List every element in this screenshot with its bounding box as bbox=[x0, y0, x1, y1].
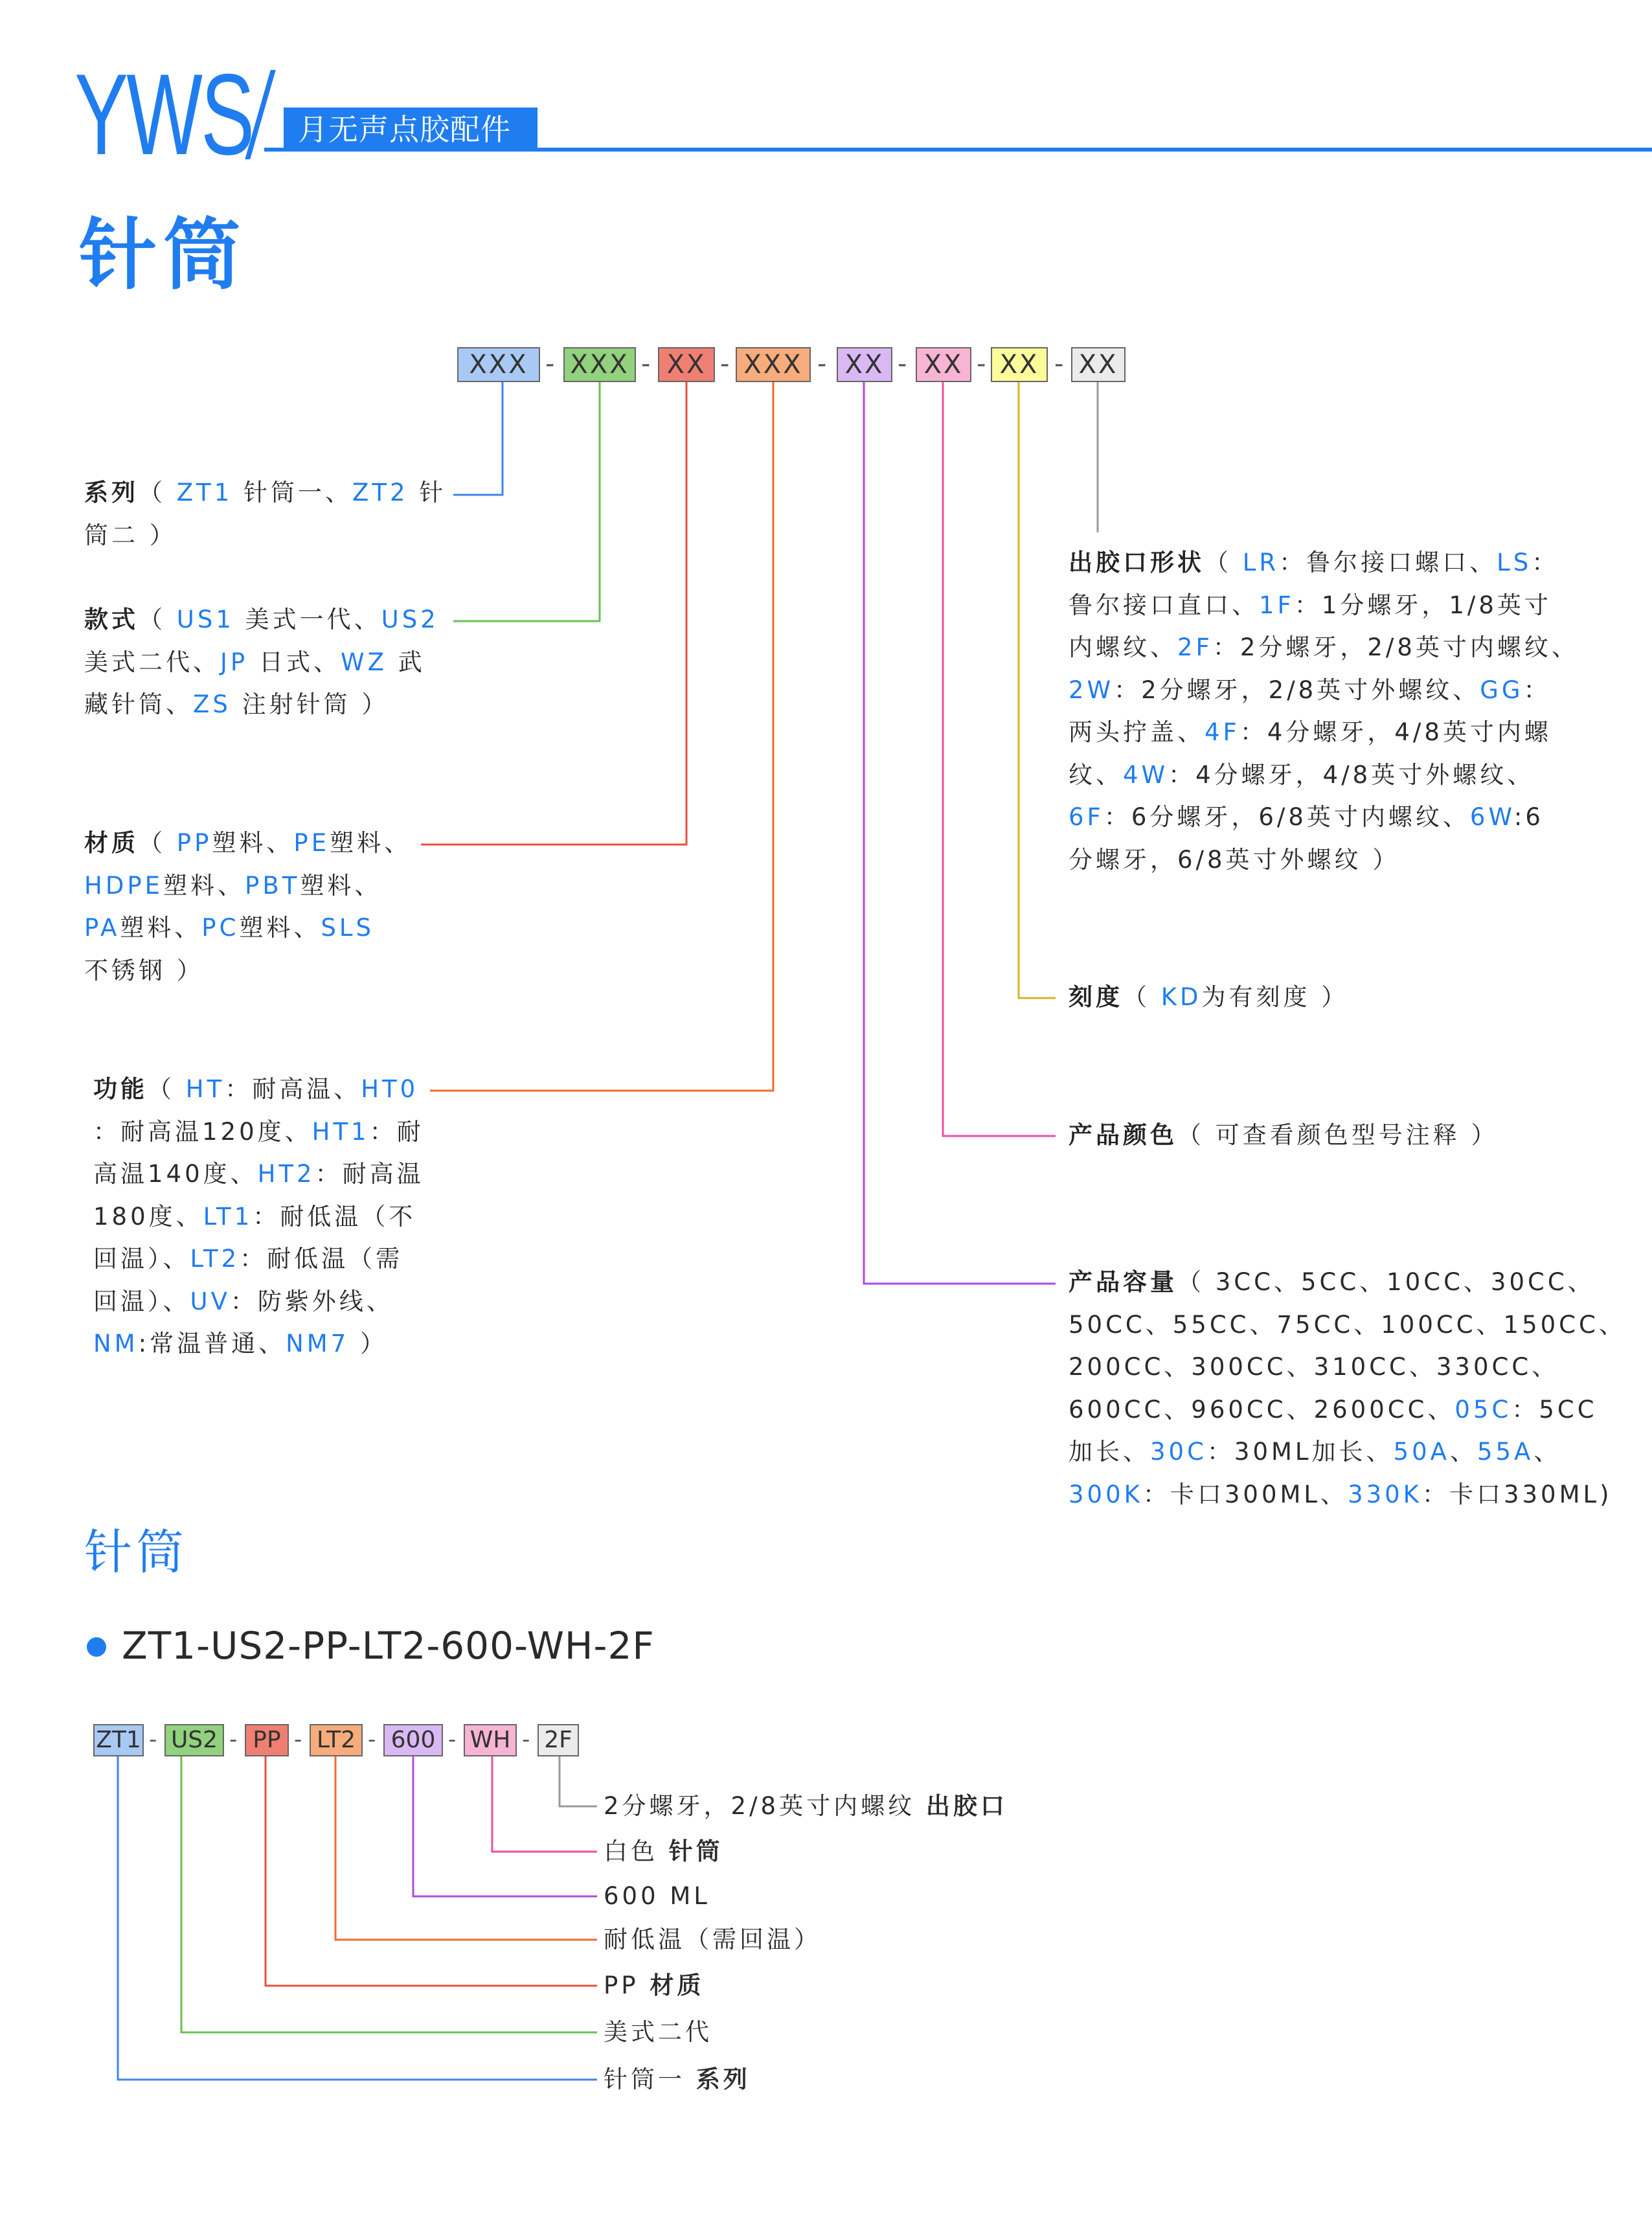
desc-code-highlight: PA bbox=[84, 914, 120, 942]
desc-capacity-line bbox=[1069, 1431, 1638, 1473]
desc-outlet-line bbox=[1069, 711, 1638, 754]
code-box-capacity-text: XX bbox=[844, 350, 885, 380]
example-model-number: ZT1-US2-PP-LT2-600-WH-2F bbox=[122, 1624, 655, 1668]
header-tag: 月无声点胶配件 bbox=[284, 108, 537, 152]
desc-text: 藏针筒、 bbox=[84, 690, 193, 718]
desc-capacity-line bbox=[1069, 1261, 1638, 1304]
example-separator: - bbox=[522, 1727, 530, 1753]
example-box-capacity-text: 600 bbox=[390, 1727, 436, 1753]
desc-text: 为有刻度 ） bbox=[1201, 983, 1349, 1011]
desc-code-highlight: ZT1 bbox=[176, 479, 233, 506]
line-scale bbox=[1019, 382, 1056, 998]
desc-text: 美式一代、 bbox=[234, 606, 381, 633]
desc-text: 200CC、300CC、310CC、330CC、 bbox=[1069, 1353, 1559, 1381]
desc-code-highlight: LT2 bbox=[190, 1245, 240, 1273]
desc-text: 两头拧盖、 bbox=[1069, 718, 1205, 746]
desc-code-highlight: 4W bbox=[1123, 760, 1169, 789]
example-box-series-text: ZT1 bbox=[96, 1727, 141, 1753]
desc-text: :常温普通、 bbox=[138, 1330, 286, 1357]
desc-outlet-line bbox=[1069, 541, 1638, 584]
desc-text: ：耐高温 bbox=[315, 1160, 424, 1188]
desc-text: 内螺纹、 bbox=[1069, 633, 1177, 661]
desc-color bbox=[1069, 1114, 1638, 1157]
line-style bbox=[453, 382, 600, 621]
desc-text: ：耐高温、 bbox=[225, 1075, 361, 1103]
desc-text: 针 bbox=[408, 479, 447, 506]
desc-code-highlight: 4F bbox=[1205, 718, 1240, 746]
desc-text: ：耐 bbox=[369, 1117, 424, 1146]
example-box-outlet bbox=[537, 1724, 579, 1756]
ex-line-function bbox=[335, 1756, 597, 1940]
desc-text: （ bbox=[139, 606, 177, 633]
code-box-style-text: XXX bbox=[570, 350, 629, 380]
example-explanation-function bbox=[604, 1924, 821, 1956]
desc-text: （ bbox=[139, 479, 177, 506]
example-box-material-text: PP bbox=[253, 1727, 281, 1753]
desc-text: ） bbox=[349, 1330, 387, 1357]
code-box-color-text: XX bbox=[923, 350, 964, 380]
desc-code-highlight: JP bbox=[220, 648, 249, 676]
example-separator: - bbox=[149, 1727, 157, 1753]
desc-style-title: 款式 bbox=[84, 606, 139, 633]
example-box-capacity bbox=[383, 1724, 443, 1756]
desc-code-highlight: GG bbox=[1480, 676, 1524, 704]
example-separator: - bbox=[229, 1727, 238, 1753]
example-separator: - bbox=[294, 1727, 302, 1753]
desc-text: （ 3CC、5CC、10CC、30CC、 bbox=[1177, 1268, 1595, 1296]
code-box-function-text: XXX bbox=[743, 350, 803, 380]
line-function bbox=[430, 382, 773, 1091]
desc-text: （ bbox=[148, 1075, 186, 1103]
desc-capacity-line bbox=[1069, 1473, 1638, 1516]
code-separator: - bbox=[1054, 349, 1064, 379]
code-separator: - bbox=[898, 349, 907, 379]
desc-color-line bbox=[1069, 1114, 1638, 1157]
code-separator: - bbox=[977, 349, 986, 379]
desc-function-line bbox=[93, 1068, 443, 1111]
desc-text: 50CC、55CC、75CC、100CC、150CC、 bbox=[1069, 1310, 1626, 1339]
desc-code-highlight: WZ bbox=[341, 648, 387, 676]
desc-text: 塑料、 bbox=[330, 829, 412, 857]
desc-scale bbox=[1069, 976, 1638, 1019]
ex-line-material bbox=[266, 1756, 597, 1986]
desc-code-highlight: 2F bbox=[1177, 633, 1213, 661]
desc-text: ：耐低温（需 bbox=[240, 1245, 403, 1273]
desc-text: 、 bbox=[1449, 1438, 1477, 1466]
desc-code-highlight: PBT bbox=[245, 871, 300, 900]
desc-code-highlight: PC bbox=[201, 914, 240, 942]
example-explanation-outlet bbox=[604, 1790, 1008, 1823]
desc-code-highlight: 6F bbox=[1069, 803, 1104, 831]
ex-line-style bbox=[181, 1756, 597, 2032]
example-explanation-color bbox=[604, 1835, 723, 1868]
desc-code-highlight: PE bbox=[293, 829, 330, 857]
code-separator: - bbox=[817, 349, 827, 379]
desc-series-line bbox=[84, 471, 460, 514]
example-box-function bbox=[310, 1724, 363, 1756]
example-explanation-material-text: PP bbox=[604, 1971, 639, 1999]
desc-text: 美式二代、 bbox=[84, 648, 220, 676]
code-box-outlet-text: XX bbox=[1078, 350, 1118, 380]
desc-text: （ bbox=[1205, 549, 1243, 576]
desc-capacity-line bbox=[1069, 1346, 1638, 1389]
desc-code-highlight: LR bbox=[1242, 549, 1280, 576]
desc-code-highlight: PP bbox=[176, 829, 212, 857]
code-box-scale bbox=[991, 347, 1048, 382]
desc-outlet-line bbox=[1069, 796, 1638, 839]
example-separator: - bbox=[448, 1727, 457, 1753]
example-box-function-text: LT2 bbox=[317, 1727, 356, 1753]
desc-code-highlight: UV bbox=[190, 1287, 231, 1315]
desc-function-line bbox=[93, 1196, 443, 1238]
desc-code-highlight: LT1 bbox=[203, 1202, 253, 1231]
desc-text: ：2分螺牙，2/8英寸外螺纹、 bbox=[1114, 676, 1480, 704]
desc-outlet-line bbox=[1069, 754, 1638, 797]
desc-text: ：30ML加长、 bbox=[1206, 1438, 1394, 1466]
code-box-material bbox=[658, 347, 715, 382]
desc-material-line bbox=[84, 822, 447, 865]
desc-function-line bbox=[93, 1238, 443, 1280]
desc-code-highlight: 05C bbox=[1454, 1395, 1512, 1424]
desc-text: ：2分螺牙，2/8英寸内螺纹、 bbox=[1212, 633, 1579, 661]
code-box-style bbox=[563, 347, 636, 382]
desc-capacity-line bbox=[1069, 1389, 1638, 1431]
desc-material-line bbox=[84, 865, 447, 907]
line-capacity bbox=[864, 382, 1056, 1284]
desc-text: 纹、 bbox=[1069, 760, 1123, 789]
desc-outlet-line bbox=[1069, 584, 1638, 627]
desc-code-highlight: 55A bbox=[1477, 1438, 1534, 1466]
desc-text: 回温）、 bbox=[93, 1245, 190, 1273]
desc-code-highlight: KD bbox=[1160, 983, 1202, 1011]
ex-line-capacity bbox=[413, 1756, 597, 1896]
code-separator: - bbox=[720, 349, 730, 379]
desc-code-highlight: HT1 bbox=[311, 1117, 370, 1146]
line-material bbox=[421, 382, 686, 845]
desc-function-line bbox=[93, 1111, 443, 1153]
desc-function bbox=[93, 1068, 443, 1365]
code-box-series bbox=[457, 347, 540, 382]
code-separator: - bbox=[545, 349, 555, 379]
desc-capacity-line bbox=[1069, 1304, 1638, 1346]
desc-outlet-line bbox=[1069, 626, 1638, 669]
desc-text: ：卡口330ML) bbox=[1421, 1480, 1612, 1508]
example-separator: - bbox=[368, 1727, 376, 1753]
desc-text: 加长、 bbox=[1069, 1438, 1150, 1466]
line-color bbox=[943, 382, 1056, 1136]
desc-series-title: 系列 bbox=[84, 479, 139, 506]
example-explanation-color-text: 白色 bbox=[604, 1837, 658, 1865]
desc-function-title: 功能 bbox=[93, 1075, 148, 1103]
desc-code-highlight: LS bbox=[1497, 549, 1532, 576]
desc-text: :6 bbox=[1513, 803, 1544, 831]
desc-function-line bbox=[93, 1280, 443, 1323]
code-box-outlet bbox=[1071, 347, 1126, 382]
desc-text: 分螺牙，6/8英寸外螺纹 ） bbox=[1069, 845, 1400, 874]
desc-capacity bbox=[1069, 1261, 1638, 1516]
code-box-capacity bbox=[837, 347, 892, 382]
desc-function-line bbox=[93, 1153, 443, 1196]
desc-text: ： bbox=[1523, 676, 1551, 704]
example-explanation-capacity-text: 600 ML bbox=[604, 1882, 710, 1910]
desc-material-line bbox=[84, 949, 447, 992]
desc-text: 塑料、 bbox=[212, 829, 294, 857]
desc-text: （ bbox=[1123, 983, 1161, 1011]
desc-code-highlight: HDPE bbox=[84, 871, 164, 900]
example-explanation-capacity bbox=[604, 1880, 710, 1913]
desc-text: 针筒一、 bbox=[232, 479, 353, 506]
example-explanation-outlet-text: 2分螺牙，2/8英寸内螺纹 bbox=[604, 1792, 916, 1820]
desc-text: ：耐低温（不 bbox=[253, 1202, 416, 1231]
desc-function-line bbox=[93, 1323, 443, 1365]
example-box-style-text: US2 bbox=[170, 1727, 218, 1753]
desc-style bbox=[84, 598, 460, 726]
desc-text: 回温）、 bbox=[93, 1287, 190, 1315]
code-separator: - bbox=[641, 349, 651, 379]
desc-text: ：防紫外线、 bbox=[230, 1287, 394, 1315]
desc-outlet-title: 出胶口形状 bbox=[1069, 549, 1205, 576]
desc-style-line bbox=[84, 598, 460, 641]
example-explanation-series-text: 针筒一 bbox=[604, 2065, 685, 2093]
desc-style-line bbox=[84, 683, 460, 726]
desc-text: 日式、 bbox=[248, 648, 341, 676]
desc-code-highlight: 2W bbox=[1069, 676, 1115, 704]
desc-text: ：1分螺牙，1/8英寸 bbox=[1294, 591, 1552, 619]
desc-text: 筒二 ） bbox=[84, 521, 177, 549]
desc-text: 、 bbox=[1533, 1438, 1561, 1466]
desc-text: ：4分螺牙，4/8英寸内螺 bbox=[1239, 718, 1552, 746]
example-explanation-color-bold: 针筒 bbox=[668, 1837, 723, 1865]
desc-text: 180度、 bbox=[93, 1202, 203, 1231]
ex-line-series bbox=[118, 1756, 597, 2080]
desc-text: （ bbox=[139, 829, 177, 857]
desc-text: ：鲁尔接口螺口、 bbox=[1279, 549, 1497, 576]
code-box-color bbox=[916, 347, 971, 382]
example-explanation-series-bold: 系列 bbox=[696, 2065, 751, 2093]
example-explanation-style bbox=[604, 2016, 712, 2049]
ex-line-outlet bbox=[560, 1756, 597, 1806]
desc-text: 塑料、 bbox=[163, 871, 245, 900]
desc-code-highlight: US2 bbox=[381, 606, 439, 633]
desc-code-highlight: 330K bbox=[1348, 1480, 1422, 1508]
desc-code-highlight: 30C bbox=[1150, 1438, 1207, 1466]
example-explanation-material-bold: 材质 bbox=[650, 1971, 705, 1999]
desc-series bbox=[84, 471, 460, 556]
desc-color-title: 产品颜色 bbox=[1069, 1121, 1177, 1149]
desc-text: 不锈钢 ） bbox=[84, 956, 204, 984]
desc-code-highlight: ZT2 bbox=[352, 479, 409, 506]
desc-text: 鲁尔接口直口、 bbox=[1069, 591, 1259, 619]
desc-text: 600CC、960CC、2600CC、 bbox=[1069, 1395, 1455, 1424]
desc-scale-line bbox=[1069, 976, 1638, 1019]
desc-outlet-line bbox=[1069, 839, 1638, 881]
desc-text: ：耐高温120度、 bbox=[93, 1117, 312, 1146]
desc-code-highlight: 1F bbox=[1259, 591, 1295, 619]
example-box-series bbox=[93, 1724, 144, 1756]
desc-material bbox=[84, 822, 447, 992]
example-explanation-material bbox=[604, 1970, 704, 2002]
desc-text: 塑料、 bbox=[300, 871, 382, 900]
page-title: 针筒 bbox=[79, 210, 247, 301]
desc-scale-title: 刻度 bbox=[1069, 983, 1123, 1011]
desc-text: ：卡口300ML、 bbox=[1142, 1480, 1348, 1508]
code-box-scale-text: XX bbox=[999, 350, 1039, 380]
desc-text: ： bbox=[1532, 549, 1559, 576]
desc-text: ：5CC bbox=[1511, 1395, 1598, 1424]
desc-code-highlight: HT bbox=[185, 1075, 225, 1103]
example-explanation-style-text: 美式二代 bbox=[604, 2018, 712, 2046]
desc-code-highlight: 50A bbox=[1393, 1438, 1450, 1466]
desc-series-line bbox=[84, 514, 460, 557]
desc-outlet-line bbox=[1069, 669, 1638, 712]
example-box-material bbox=[245, 1724, 289, 1756]
desc-text: 注射针筒 ） bbox=[231, 690, 389, 718]
desc-code-highlight: US1 bbox=[176, 606, 234, 633]
example-explanation-series bbox=[604, 2063, 751, 2096]
desc-text: 高温140度、 bbox=[93, 1160, 258, 1188]
code-box-function bbox=[736, 347, 811, 382]
example-section-title: 针筒 bbox=[84, 1525, 188, 1580]
desc-outlet bbox=[1069, 541, 1638, 881]
desc-material-title: 材质 bbox=[84, 829, 139, 857]
ex-line-color bbox=[492, 1756, 597, 1852]
desc-text: （ 可查看颜色型号注释 ） bbox=[1177, 1121, 1499, 1149]
desc-style-line bbox=[84, 641, 460, 684]
desc-text: 塑料、 bbox=[120, 914, 202, 942]
desc-text: 武 bbox=[387, 648, 425, 676]
desc-code-highlight: ZS bbox=[193, 690, 231, 718]
code-box-material-text: XX bbox=[666, 350, 707, 380]
example-explanation-outlet-bold: 出胶口 bbox=[925, 1792, 1008, 1820]
example-box-outlet-text: 2F bbox=[544, 1727, 572, 1753]
example-box-color bbox=[464, 1724, 517, 1756]
desc-code-highlight: 300K bbox=[1069, 1480, 1143, 1508]
desc-code-highlight: HT2 bbox=[257, 1160, 315, 1188]
line-series bbox=[453, 382, 503, 495]
desc-text: 塑料、 bbox=[239, 914, 321, 942]
bullet-dot-icon bbox=[87, 1637, 106, 1657]
desc-code-highlight: HT0 bbox=[361, 1075, 419, 1103]
desc-material-line bbox=[84, 907, 447, 949]
desc-code-highlight: SLS bbox=[321, 914, 375, 942]
example-box-color-text: WH bbox=[470, 1727, 511, 1753]
brand-logo-text: YWS bbox=[74, 50, 253, 179]
code-box-series-text: XXX bbox=[469, 350, 528, 380]
example-box-style bbox=[164, 1724, 224, 1756]
desc-text: ：6分螺牙，6/8英寸内螺纹、 bbox=[1103, 803, 1470, 831]
desc-text: ：4分螺牙，4/8英寸外螺纹、 bbox=[1168, 760, 1535, 789]
desc-code-highlight: NM bbox=[93, 1330, 139, 1357]
desc-code-highlight: 6W bbox=[1469, 803, 1514, 831]
example-explanation-function-text: 耐低温（需回温） bbox=[604, 1925, 821, 1953]
desc-capacity-title: 产品容量 bbox=[1069, 1268, 1177, 1296]
desc-code-highlight: NM7 bbox=[286, 1330, 350, 1357]
